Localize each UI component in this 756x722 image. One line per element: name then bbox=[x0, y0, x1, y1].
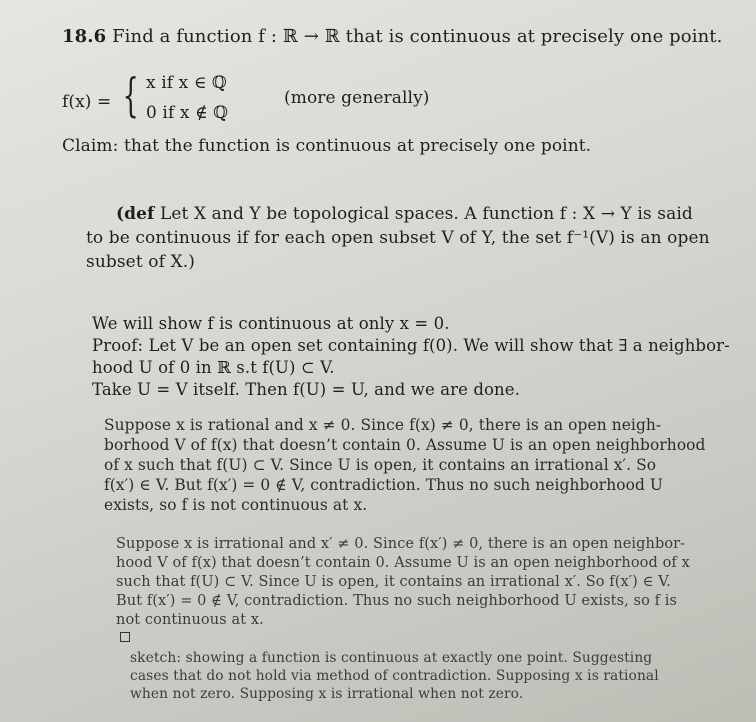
exercise-statement: Find a function f : ℝ → ℝ that is continuous at precisely one point. bbox=[106, 26, 723, 47]
definition-line-3: subset of X.) bbox=[86, 252, 195, 272]
generality-note: (more generally) bbox=[284, 88, 430, 108]
function-lhs: f(x) = bbox=[62, 92, 112, 112]
case-brace: { bbox=[122, 68, 139, 122]
irrational-line-2: hood V of f(x) that doesn’t contain 0. Assume U is an open neighborhood of x bbox=[116, 555, 690, 571]
qed-box-icon bbox=[120, 632, 130, 642]
rational-line-5: exists, so f is not continuous at x. bbox=[104, 496, 368, 514]
irrational-line-3: such that f(U) ⊂ V. Since U is open, it contains an irrational x′. So f(x′) ∈ V. bbox=[116, 574, 671, 590]
rational-line-4: f(x′) ∈ V. But f(x′) = 0 ∉ V, contradiction. Thus no such neighborhood U bbox=[104, 476, 664, 494]
exercise-number: 18.6 bbox=[62, 26, 107, 47]
rational-line-2: borhood V of f(x) that doesn’t contain 0. Assume U is an open neighborhood bbox=[104, 436, 706, 454]
definition-line-2: to be continuous if for each open subset V of Y, the set f⁻¹(V) is an open bbox=[86, 228, 710, 248]
case-rational: x if x ∈ ℚ bbox=[146, 73, 227, 93]
definition-line-1: (def Let X and Y be topological spaces. A function f : X → Y is said bbox=[116, 204, 693, 224]
proof-line-2: Proof: Let V be an open set containing f(0). We will show that ∃ a neighbor- bbox=[92, 336, 730, 355]
sketch-line-1: sketch: showing a function is continuous at exactly one point. Suggesting bbox=[130, 650, 653, 666]
proof-line-3: hood U of 0 in ℝ s.t f(U) ⊂ V. bbox=[92, 358, 335, 377]
irrational-line-1: Suppose x is irrational and x′ ≠ 0. Since f(x′) ≠ 0, there is an open neighbor- bbox=[116, 536, 686, 552]
irrational-line-5: not continuous at x. bbox=[116, 612, 264, 628]
definition-keyword: (def bbox=[116, 204, 155, 224]
sketch-line-2: cases that do not hold via method of contradiction. Supposing x is rational bbox=[130, 668, 659, 684]
claim-text: Claim: that the function is continuous at precisely one point. bbox=[62, 136, 592, 156]
proof-line-1: We will show f is continuous at only x = 0. bbox=[92, 314, 450, 333]
irrational-line-4: But f(x′) = 0 ∉ V, contradiction. Thus no such neighborhood U exists, so f is bbox=[116, 593, 678, 609]
proof-line-4: Take U = V itself. Then f(U) = U, and we are done. bbox=[92, 380, 520, 399]
exercise-heading bbox=[62, 26, 722, 47]
case-irrational: 0 if x ∉ ℚ bbox=[146, 103, 229, 123]
rational-line-3: of x such that f(U) ⊂ V. Since U is open, it contains an irrational x′. So bbox=[104, 456, 657, 474]
rational-line-1: Suppose x is rational and x ≠ 0. Since f(x) ≠ 0, there is an open neigh- bbox=[104, 416, 662, 434]
sketch-line-3: when not zero. Supposing x is irrational when not zero. bbox=[130, 686, 524, 702]
